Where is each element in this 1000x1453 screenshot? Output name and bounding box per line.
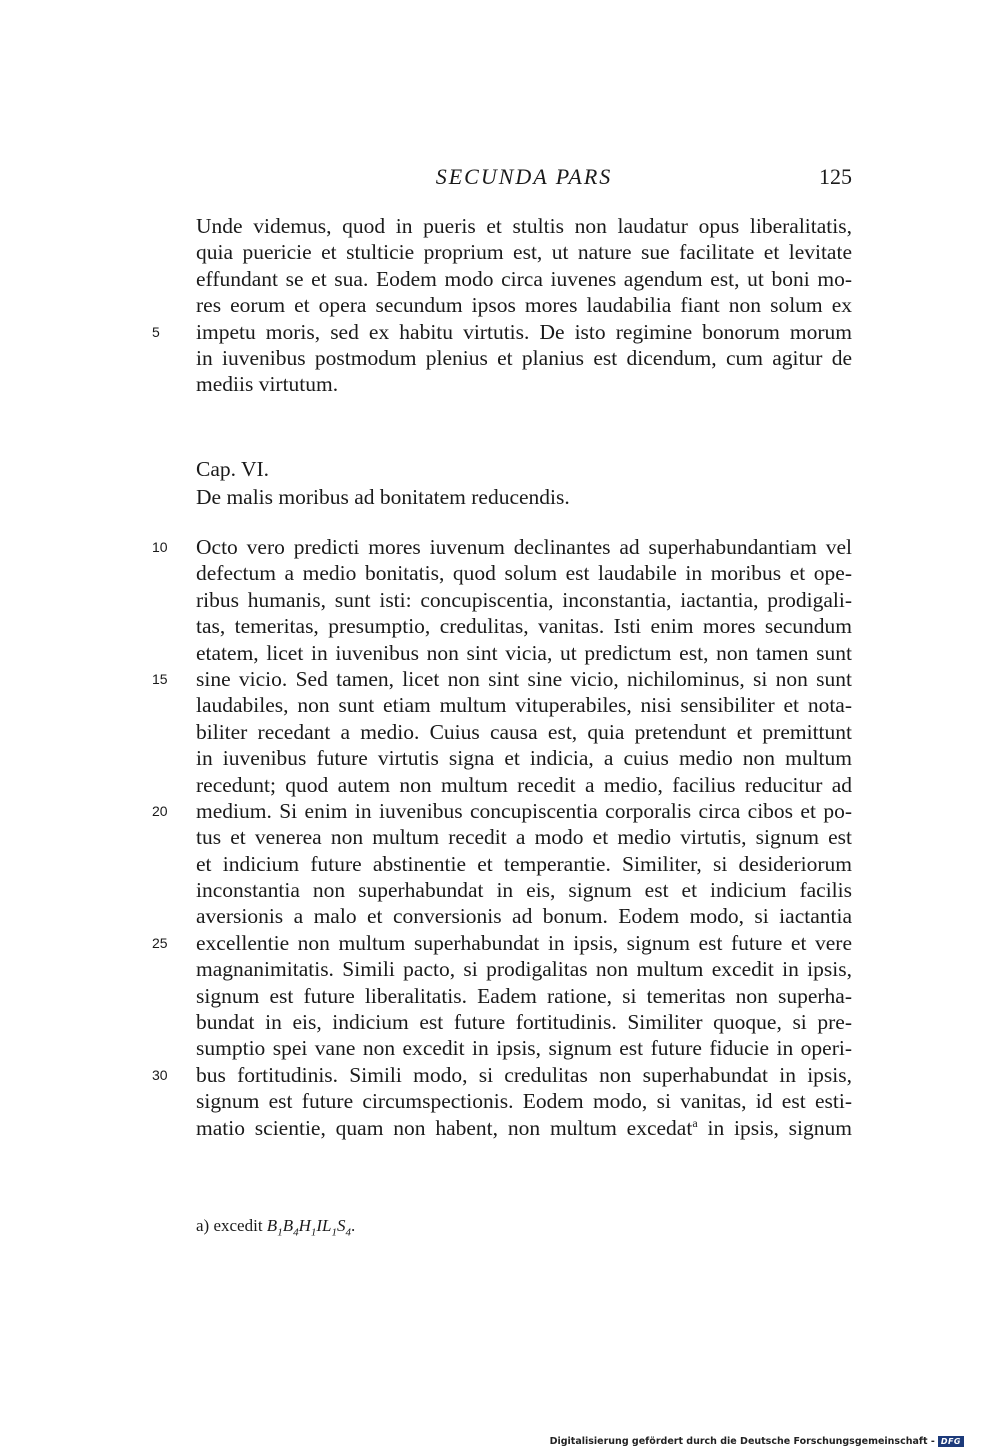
text-line [152,930,852,956]
line-text-before-ref: matio scientie, quam non habent, non multum excedat [196,1115,693,1140]
text-line [196,745,852,771]
line-text: ribus humanis, sunt isti: concupiscentia, inconstantia, iactantia, prodigali- [196,587,852,612]
text-line [152,666,852,692]
line-text: sine vicio. Sed tamen, licet non sint sine vicio, nichilominus, si non sunt [196,666,852,691]
line-text: aversionis a malo et conversionis ad bonum. Eodem modo, si iactantia [196,904,852,929]
text-line [152,798,852,824]
credit-text: Digitalisierung gefördert durch die Deutsche Forschungsgemeinschaft - [549,1436,935,1447]
siglum-letter: B [282,1216,294,1235]
footnote-reference[interactable]: a [692,1115,698,1130]
chapter-heading [196,455,852,511]
line-text: bus fortitudinis. Simili modo, si credulitas non superhabundat in ipsis, [196,1062,852,1087]
line-text: in iuvenibus future virtutis signa et indicia, a cuius medio non multum [196,746,852,771]
line-text: medium. Si enim in iuvenibus concupiscentia corporalis circa cibos et po- [196,798,852,823]
footnote [196,1214,355,1244]
text-line [196,1009,852,1035]
line-number: 10 [152,539,168,555]
siglum-subscript: 1 [277,1226,283,1239]
chapter-number: Cap. VI. [196,457,270,481]
line-text: et indicium future abstinentie et temperantie. Similiter, si desideriorum [196,851,852,876]
siglum-subscript: 4 [293,1226,299,1239]
line-text: inconstantia non superhabundat in eis, signum est et indicium facilis [196,878,852,903]
text-line [196,292,852,318]
text-line [196,1088,852,1114]
text-line [196,613,852,639]
paragraph-1 [152,213,852,398]
page-number: 125 [819,164,852,189]
line-text: recedunt; quod autem non multum recedit a medio, facilius reducitur ad [196,772,852,797]
line-text: Octo vero predicti mores iuvenum declinantes ad superhabundantiam vel [196,535,852,559]
text-line [196,640,852,666]
digitization-credit [550,1436,964,1447]
line-text: biliter recedant a medio. Cuius causa est, quia pretendunt et premittunt [196,719,852,744]
dfg-logo: DFG [938,1436,964,1447]
text-line [196,719,852,745]
line-text: signum est future liberalitatis. Eadem ratione, si temeritas non superha- [196,983,852,1008]
line-text: tus et venerea non multum recedit a modo et medio virtutis, signum est [196,825,852,850]
line-text: laudabiles, non sunt etiam multum vituperabiles, nisi sensibiliter et nota- [196,693,852,718]
text-line [196,692,852,718]
line-text: sumptio spei vane non excedit in ipsis, signum est future fiducie in operi- [196,1036,852,1061]
siglum-letter: S [336,1216,346,1235]
line-number: 25 [152,934,168,951]
line-text: tas, temeritas, presumptio, credulitas, vanitas. Isti enim mores secundum [196,614,852,639]
siglum-letter: H [298,1216,311,1235]
line-text: signum est future circumspectionis. Eodem modo, si vanitas, id est esti- [196,1089,852,1114]
text-line [196,772,852,798]
text-line [152,1062,852,1088]
text-line [196,266,852,292]
line-number: 5 [152,323,160,340]
siglum-subscript: 1 [310,1226,317,1239]
line-text: etatem, licet in iuvenibus non sint vicia, ut predictum est, non tamen sunt [196,640,852,665]
text-line [196,1035,852,1061]
text-line [196,956,852,982]
line-text: defectum a medio bonitatis, quod solum est laudabile in moribus et ope- [196,561,852,586]
line-text: Unde videmus, quod in pueris et stultis non laudatur opus liberalitatis, [196,214,852,238]
line-text: excellentie non multum superhabundat in ipsis, signum est future et vere [196,930,852,955]
text-line [196,1115,852,1141]
line-text: effundant se et sua. Eodem modo circa iuvenes agendum est, ut boni mo- [196,266,852,291]
text-line [196,877,852,903]
line-number: 30 [152,1066,168,1083]
text-line [196,587,852,613]
text-line [196,824,852,850]
paragraph-2 [152,534,852,1141]
text-line [196,345,852,371]
text-line [196,239,852,265]
line-number: 20 [152,802,168,819]
line-text: bundat in eis, indicium est future fortitudinis. Similiter quoque, si pre- [196,1010,852,1035]
text-line [196,371,852,397]
siglum-letter: B [266,1216,278,1235]
siglum-subscript: 1 [331,1226,337,1239]
text-line [196,560,852,586]
line-text-after-ref: in ipsis, signum [697,1115,852,1140]
text-line [152,534,852,560]
chapter-title: De malis moribus ad bonitatem reducendis. [196,485,570,509]
text-line [196,213,852,239]
text-line [196,903,852,929]
running-title: SECUNDA PARS [435,164,613,189]
line-text: impetu moris, sed ex habitu virtutis. De isto regimine bonorum morum [196,319,852,344]
line-text: in iuvenibus postmodum plenius et planius est dicendum, cum agitur de [196,345,852,370]
line-text: res eorum et opera secundum ipsos mores laudabilia fiant non solum ex [196,293,852,318]
text-line [152,319,852,345]
line-number: 15 [152,670,168,687]
page-header [196,162,852,192]
text-line [196,851,852,877]
line-text: mediis virtutum. [196,372,339,397]
line-text: magnanimitatis. Simili pacto, si prodigalitas non multum excedit in ipsis, [196,957,852,982]
footnote-end: . [350,1216,356,1235]
siglum-subscript: 4 [345,1226,351,1239]
footnote-sigla [266,1216,351,1239]
text-line [196,983,852,1009]
footnote-label: a) excedit [196,1216,263,1235]
siglum-letter: IL [316,1216,332,1235]
line-text: quia puericie et stulticie proprium est, ut nature sue facilitate et levitate [196,240,852,265]
